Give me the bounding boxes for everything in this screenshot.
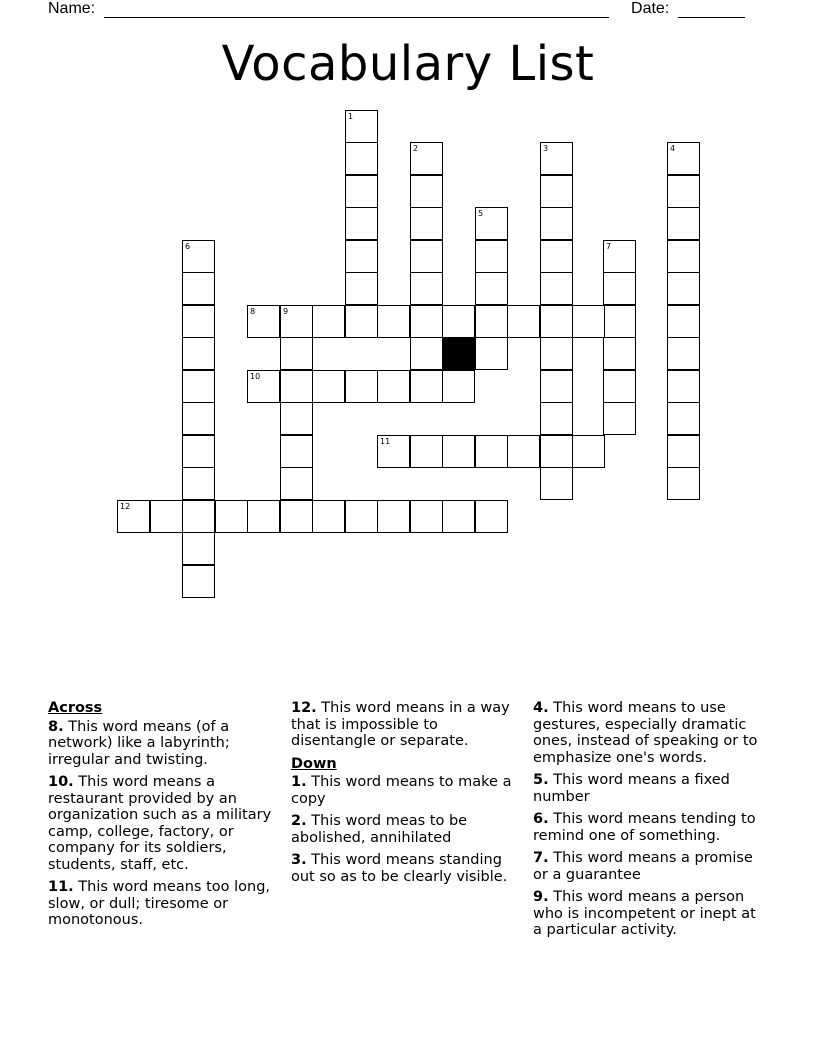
crossword-cell[interactable] [410, 500, 443, 533]
clue-number: 3 [543, 144, 549, 153]
clue-number: 9. [533, 889, 549, 905]
crossword-cell[interactable] [182, 565, 215, 598]
crossword-cell[interactable] [377, 305, 410, 338]
clue-number: 2 [413, 144, 419, 153]
clue-number: 7. [533, 850, 549, 866]
crossword-cell[interactable] [540, 305, 573, 338]
down-clue [533, 772, 763, 805]
clue-number: 12 [120, 502, 131, 511]
clue-text: This word means too long, slow, or dull; tiresome or monotonous. [48, 879, 271, 928]
crossword-cell[interactable] [312, 500, 345, 533]
clue-text: This word means (of a network) like a labyrinth; irregular and twisting. [48, 718, 230, 768]
crossword-cell[interactable] [182, 467, 215, 500]
crossword-cell[interactable] [442, 500, 475, 533]
clue-number: 1 [348, 112, 354, 121]
crossword-cell[interactable] [182, 402, 215, 435]
crossword-cell[interactable] [377, 500, 410, 533]
crossword-cell[interactable] [182, 305, 215, 338]
crossword-cell[interactable] [475, 435, 508, 468]
crossword-cell[interactable] [280, 305, 313, 338]
crossword-cell[interactable] [475, 272, 508, 305]
crossword-cell[interactable] [410, 305, 443, 338]
down-clue-list-continued [533, 700, 763, 939]
crossword-cell[interactable] [247, 370, 280, 403]
name-label: Name: [48, 0, 96, 17]
clue-number: 12. [291, 700, 317, 716]
crossword-cell[interactable] [667, 142, 700, 175]
down-clue [533, 850, 763, 883]
crossword-cell[interactable] [410, 240, 443, 273]
clue-number: 10. [48, 774, 74, 790]
crossword-cell[interactable] [410, 272, 443, 305]
crossword-cell[interactable] [182, 337, 215, 370]
crossword-cell[interactable] [572, 305, 605, 338]
down-clue [533, 700, 763, 766]
crossword-cell[interactable] [410, 435, 443, 468]
crossword-cell[interactable] [182, 532, 215, 565]
crossword-cell[interactable] [667, 240, 700, 273]
crossword-cell[interactable] [540, 467, 573, 500]
crossword-cell[interactable] [410, 207, 443, 240]
crossword-cell[interactable] [377, 435, 410, 468]
crossword-cell[interactable] [182, 272, 215, 305]
clue-number: 10 [250, 372, 261, 381]
clue-text: This word means a fixed number [533, 772, 730, 805]
clue-number: 1. [291, 774, 307, 790]
crossword-cell[interactable] [312, 305, 345, 338]
clues-column-1 [48, 700, 278, 935]
crossword-cell[interactable] [377, 370, 410, 403]
crossword-cell[interactable] [410, 337, 443, 370]
crossword-cell[interactable] [507, 305, 540, 338]
crossword-cell[interactable] [150, 500, 183, 533]
across-clue [48, 879, 278, 929]
clue-number: 4 [670, 144, 676, 153]
clue-number: 8 [250, 307, 256, 316]
crossword-cell[interactable] [345, 370, 378, 403]
crossword-cell[interactable] [667, 305, 700, 338]
crossword-cell[interactable] [667, 467, 700, 500]
crossword-cell[interactable] [667, 175, 700, 208]
crossword-cell[interactable] [280, 467, 313, 500]
crossword-cell[interactable] [507, 435, 540, 468]
crossword-cell[interactable] [540, 337, 573, 370]
crossword-cell[interactable] [247, 305, 280, 338]
clue-text: This word means standing out so as to be clearly visible. [291, 852, 508, 885]
crossword-cell[interactable] [345, 305, 378, 338]
crossword-cell[interactable] [345, 110, 378, 143]
clue-number: 7 [606, 242, 612, 251]
crossword-cell[interactable] [215, 500, 248, 533]
clue-number: 2. [291, 813, 307, 829]
clue-text: This word means in a way that is impossible to disentangle or separate. [291, 700, 510, 749]
crossword-cell[interactable] [475, 337, 508, 370]
clue-number: 8. [48, 718, 64, 735]
across-clue-list-continued [291, 700, 521, 750]
crossword-cell[interactable] [182, 370, 215, 403]
crossword-cell[interactable] [667, 435, 700, 468]
crossword-cell[interactable] [475, 207, 508, 240]
crossword-cell[interactable] [572, 435, 605, 468]
crossword-cell[interactable] [345, 240, 378, 273]
clue-number: 5. [533, 772, 549, 788]
clue-number: 4. [533, 700, 549, 716]
crossword-cell[interactable] [540, 435, 573, 468]
crossword-cell[interactable] [247, 500, 280, 533]
clue-number: 3. [291, 852, 307, 868]
clue-number: 11 [380, 437, 391, 446]
crossword-cell[interactable] [475, 305, 508, 338]
crossword-cell[interactable] [540, 402, 573, 435]
clue-text: This word means to use gestures, especially dramatic ones, instead of speaking or to emphasize one's words. [533, 700, 758, 766]
black-cell [442, 337, 475, 370]
crossword-cell[interactable] [280, 500, 313, 533]
crossword-cell[interactable] [442, 305, 475, 338]
across-clue [291, 700, 521, 750]
crossword-cell[interactable] [182, 500, 215, 533]
crossword-cell[interactable] [603, 370, 636, 403]
down-heading: Down [291, 755, 337, 772]
page-title: Vocabulary List [221, 36, 595, 92]
crossword-cell[interactable] [540, 175, 573, 208]
across-clue-list [48, 719, 278, 929]
crossword-cell[interactable] [345, 175, 378, 208]
crossword-cell[interactable] [603, 240, 636, 273]
clue-number: 6. [533, 811, 549, 827]
clue-text: This word meas to be abolished, annihilated [291, 813, 468, 846]
clue-number: 11. [48, 879, 74, 895]
crossword-cell[interactable] [410, 175, 443, 208]
down-clue [291, 774, 521, 807]
crossword-cell[interactable] [603, 402, 636, 435]
crossword-cell[interactable] [345, 207, 378, 240]
crossword-cell[interactable] [345, 142, 378, 175]
crossword-cell[interactable] [345, 500, 378, 533]
crossword-cell[interactable] [540, 240, 573, 273]
clue-text: This word means a promise or a guarantee [533, 850, 753, 883]
down-clue [291, 852, 521, 885]
crossword-cell[interactable] [667, 370, 700, 403]
down-clue [533, 811, 763, 844]
clues-column-3 [533, 700, 763, 945]
crossword-cell[interactable] [540, 207, 573, 240]
crossword-cell[interactable] [603, 305, 636, 338]
clue-text: This word means a restaurant provided by an organization such as a military camp, college, factory, or company for its soldiers, students, staff, etc. [48, 774, 272, 873]
crossword-cell[interactable] [540, 272, 573, 305]
down-clue-list [291, 774, 521, 885]
down-clue [533, 889, 763, 939]
crossword-cell[interactable] [603, 337, 636, 370]
clue-text: This word means a person who is incompetent or inept at a particular activity. [533, 889, 756, 938]
crossword-cell[interactable] [540, 142, 573, 175]
crossword-cell[interactable] [280, 435, 313, 468]
crossword-cell[interactable] [667, 402, 700, 435]
crossword-cell[interactable] [312, 370, 345, 403]
across-heading: Across [48, 700, 103, 716]
crossword-cell[interactable] [667, 337, 700, 370]
clue-number: 6 [185, 242, 191, 251]
across-clue [48, 774, 278, 873]
crossword-cell[interactable] [280, 402, 313, 435]
crossword-cell[interactable] [442, 435, 475, 468]
clue-text: This word means to make a copy [291, 774, 512, 807]
crossword-cell[interactable] [182, 435, 215, 468]
crossword-cell[interactable] [475, 500, 508, 533]
crossword-cell[interactable] [117, 500, 150, 533]
crossword-cell[interactable] [182, 240, 215, 273]
crossword-cell[interactable] [540, 370, 573, 403]
crossword-cell[interactable] [667, 272, 700, 305]
crossword-cell[interactable] [410, 370, 443, 403]
crossword-cell[interactable] [667, 207, 700, 240]
date-label: Date: [631, 0, 670, 17]
crossword-cell[interactable] [603, 272, 636, 305]
crossword-cell[interactable] [280, 370, 313, 403]
across-clue [48, 719, 278, 769]
crossword-cell[interactable] [475, 240, 508, 273]
clue-number: 5 [478, 209, 484, 218]
down-clue [291, 813, 521, 846]
clue-number: 9 [283, 307, 289, 316]
crossword-cell[interactable] [280, 337, 313, 370]
crossword-cell[interactable] [345, 272, 378, 305]
crossword-cell[interactable] [442, 370, 475, 403]
clue-text: This word means tending to remind one of something. [533, 811, 756, 844]
crossword-cell[interactable] [410, 142, 443, 175]
clues-column-2 [291, 700, 521, 891]
